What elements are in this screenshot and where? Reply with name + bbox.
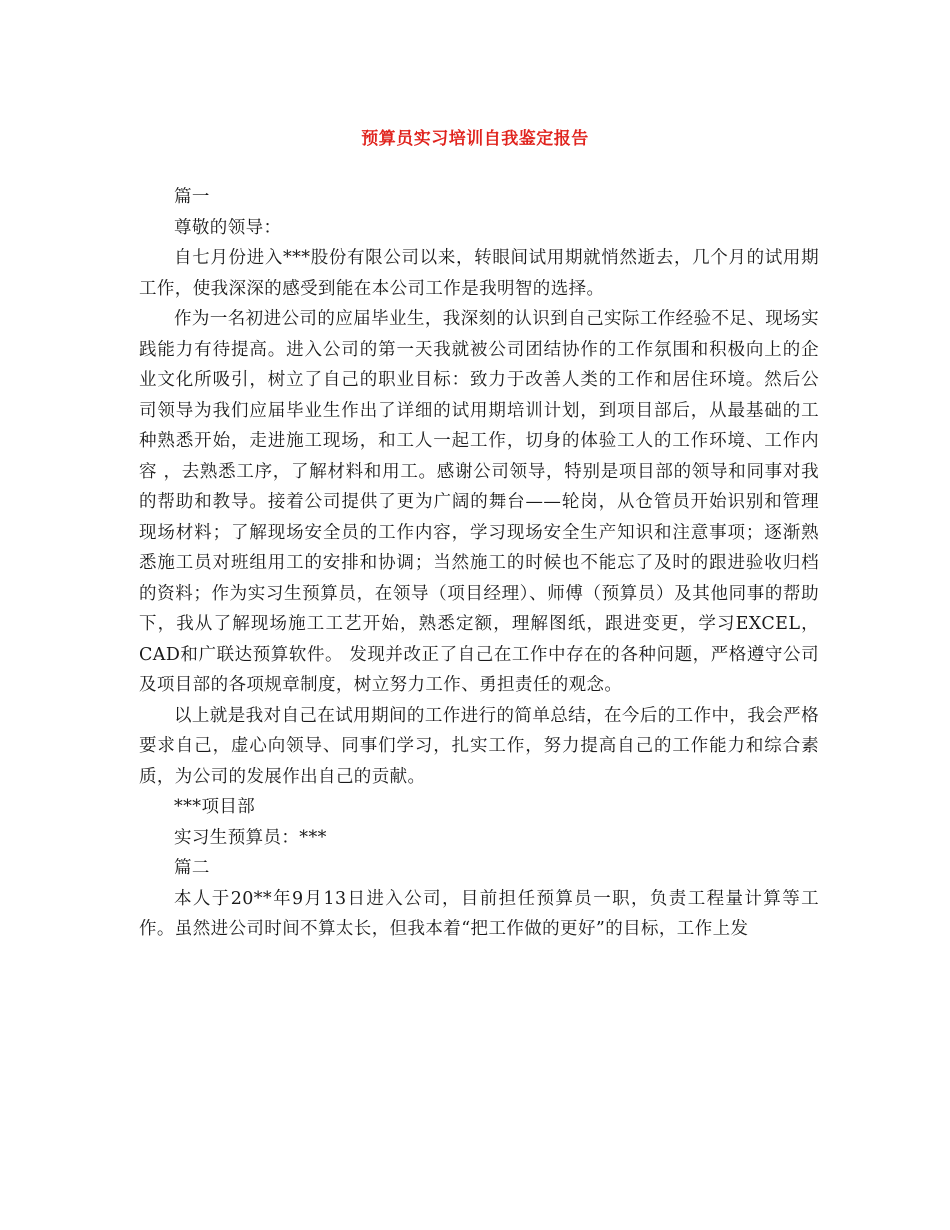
section-heading-1: 篇一 bbox=[174, 187, 210, 207]
signature-name: 实习生预算员：*** bbox=[174, 827, 327, 848]
signature-department: ***项目部 bbox=[174, 797, 256, 817]
paragraph: 自七月份进入***股份有限公司以来，转眼间试用期就悄然逝去，几个月的试用期工作，使我深深的感受到能在本公司工作是我明智的选择。 bbox=[139, 248, 819, 299]
document-body bbox=[139, 182, 819, 945]
paragraph: 以上就是我对自己在试用期间的工作进行的简单总结，在今后的工作中，我会严格要求自己，虚心向领导、同事们学习，扎实工作，努力提高自己的工作能力和综合素质，为公司的发展作出自己的贡献。 bbox=[139, 705, 819, 787]
section-heading-2: 篇二 bbox=[174, 858, 210, 878]
document-title: 预算员实习培训自我鉴定报告 bbox=[361, 129, 589, 149]
paragraph: 本人于20**年9月13日进入公司，目前担任预算员一职，负责工程量计算等工作。虽然进公司时间不算太长，但我本着“把工作做的更好”的目标，工作上发 bbox=[139, 888, 819, 939]
salutation: 尊敬的领导： bbox=[174, 217, 282, 238]
paragraph: 作为一名初进公司的应届毕业生，我深刻的认识到自己实际工作经验不足、现场实践能力有待提高。进入公司的第一天我就被公司团结协作的工作氛围和积极向上的企业文化所吸引，树立了自己的职业目标：致力于改善人类的工作和居住环境。然后公司领导为我们应届毕业生作出了详细的试用期培训计划，到项目部后，从最基础的工种熟悉开始，走进施工现场，和工人一起工作，切身的体验工人的工作环境、工作内容 ，去熟悉工序，了解材料和用工。感谢公司领导，特别是项目部的领导和同事对我的帮助和教导。接着公司提供了更为广阔的舞台——轮岗，从仓管员开始识别和管理现场材料；了解现场安全员的工作内容，学习现场安全生产知识和注意事项；逐渐熟悉施工员对班组用工的安排和协调；当然施工的时候也不能忘了及时的跟进验收归档的资料；作为实习生预算员，在领导（项目经理）、师傅（预算员）及其他同事的帮助下，我从了解现场施工工艺开始，熟悉定额，理解图纸，跟进变更，学习EXCEL，CAD和广联达预算软件。 发现并改正了自己在工作中存在的各种问题，严格遵守公司及项目部的各项规章制度，树立努力工作、勇担责任的观念。 bbox=[139, 309, 819, 695]
